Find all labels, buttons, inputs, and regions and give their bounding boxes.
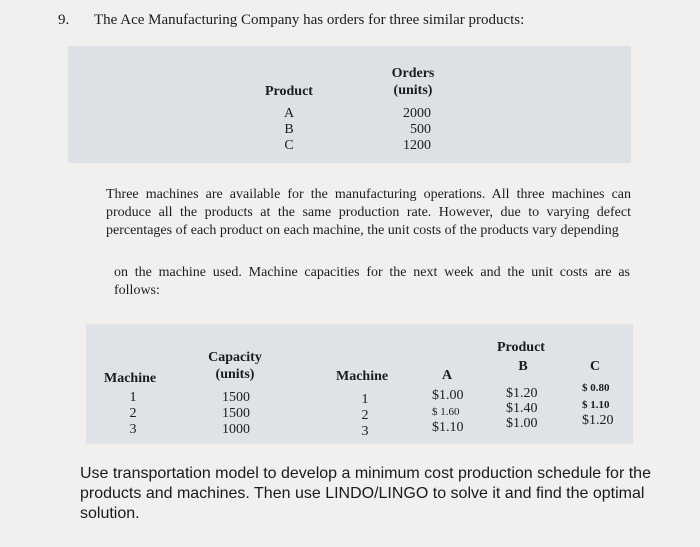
cost-header-machine: Machine	[336, 369, 389, 384]
problem-intro: The Ace Manufacturing Company has orders for three similar products:	[94, 12, 525, 28]
capacity-2: 1500	[222, 406, 250, 421]
orders-b: 500	[410, 122, 431, 137]
cost-header-product: Product	[497, 340, 545, 355]
product-b: B	[284, 122, 294, 137]
orders-header-orders: Orders	[391, 66, 435, 81]
cost-b-1: $1.20	[506, 386, 538, 401]
problem-number: 9.	[58, 12, 70, 28]
cost-c-2: $ 1.10	[582, 399, 610, 411]
cost-machine-3: 3	[361, 424, 369, 439]
product-c: C	[284, 138, 294, 153]
capacity-3: 1000	[222, 422, 250, 437]
capacity-header-units: (units)	[215, 367, 255, 382]
cost-machine-1: 1	[361, 392, 369, 407]
capacity-machine-2: 2	[129, 406, 137, 421]
capacity-header-capacity: Capacity	[208, 350, 262, 365]
orders-header-product: Product	[265, 84, 313, 99]
cost-col-a: A	[441, 368, 453, 383]
instruction-text: Use transportation model to develop a minimum cost production schedule for the products and machines. Then use LINDO/LINGO to solve it and find the optimal solution.	[80, 465, 651, 522]
cost-col-c: C	[589, 359, 601, 374]
cost-a-2: $ 1.60	[432, 406, 460, 418]
orders-header-units: (units)	[393, 83, 433, 98]
paragraph-capacities: on the machine used. Machine capacities for the next week and the unit costs are as follows:	[114, 265, 630, 298]
capacity-machine-3: 3	[129, 422, 137, 437]
cost-col-b: B	[518, 359, 528, 374]
cost-c-1: $ 0.80	[582, 382, 610, 394]
capacity-machine-1: 1	[129, 390, 137, 405]
cost-b-3: $1.00	[506, 416, 538, 431]
product-a: A	[283, 106, 295, 121]
machine-cost-table	[86, 324, 633, 444]
paragraph-machines: Three machines are available for the manufacturing operations. All three machines can produce all the products at the same production rate. However, due to varying defect percentages of each product on each machine, the unit costs of the products vary depending	[106, 187, 631, 238]
cost-a-3: $1.10	[432, 420, 464, 435]
capacity-header-machine: Machine	[104, 371, 157, 386]
cost-c-3: $1.20	[582, 413, 614, 428]
orders-a: 2000	[403, 106, 431, 121]
cost-machine-2: 2	[361, 408, 369, 423]
cost-b-2: $1.40	[506, 401, 538, 416]
orders-table	[68, 46, 631, 163]
orders-c: 1200	[403, 138, 431, 153]
capacity-1: 1500	[222, 390, 250, 405]
cost-a-1: $1.00	[432, 388, 464, 403]
